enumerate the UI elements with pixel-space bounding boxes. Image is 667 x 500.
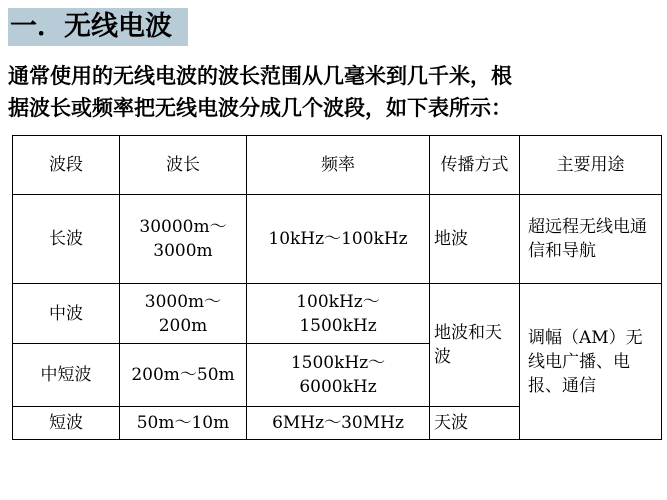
usage-cell: 调幅（AM）无线电广播、电报、通信 (520, 284, 662, 440)
frequency-line: 10kHz～100kHz (268, 229, 408, 249)
frequency-line: 1500kHz～ (290, 353, 386, 373)
wavelength-line: 30000m～ (139, 217, 227, 237)
header-usage: 主要用途 (520, 136, 662, 195)
band-cell: 中波 (13, 284, 120, 344)
wavelength-cell (120, 344, 247, 407)
frequency-line: 100kHz～ (296, 291, 380, 312)
band-cell: 短波 (13, 407, 120, 440)
table-header-row (13, 136, 662, 195)
frequency-line: 6000kHz (299, 377, 377, 397)
frequency-cell (247, 407, 430, 440)
wave-band-table (12, 135, 662, 440)
intro-paragraph (8, 60, 658, 124)
band-cell: 中短波 (13, 344, 120, 407)
table-row (13, 195, 662, 284)
wavelength-line: 3000m～ (144, 291, 222, 312)
propagation-cell: 地波和天波 (430, 284, 520, 407)
frequency-line: 6MHz～30MHz (272, 413, 404, 433)
usage-cell: 超远程无线电通信和导航 (520, 195, 662, 284)
frequency-cell (247, 195, 430, 284)
header-band: 波段 (13, 136, 120, 195)
wavelength-line: 3000m (153, 241, 213, 261)
intro-line-2: 据波长或频率把无线电波分成几个波段，如下表所示： (8, 96, 512, 120)
frequency-cell (247, 344, 430, 407)
table-row (13, 284, 662, 344)
header-wavelength: 波长 (120, 136, 247, 195)
propagation-cell: 天波 (430, 407, 520, 440)
intro-line-1: 通常使用的无线电波的波长范围从几毫米到几千米，根 (8, 64, 512, 88)
propagation-cell: 地波 (430, 195, 520, 284)
frequency-cell (247, 284, 430, 344)
wavelength-cell (120, 195, 247, 284)
wavelength-cell (120, 284, 247, 344)
wavelength-line: 50m～10m (136, 413, 230, 433)
band-cell: 长波 (13, 195, 120, 284)
frequency-line: 1500kHz (299, 315, 377, 336)
header-propagation: 传播方式 (430, 136, 520, 195)
header-frequency: 频率 (247, 136, 430, 195)
wavelength-cell (120, 407, 247, 440)
section-heading: 一．无线电波 (8, 8, 188, 46)
wavelength-line: 200m (158, 315, 208, 336)
wavelength-line: 200m～50m (131, 365, 235, 385)
